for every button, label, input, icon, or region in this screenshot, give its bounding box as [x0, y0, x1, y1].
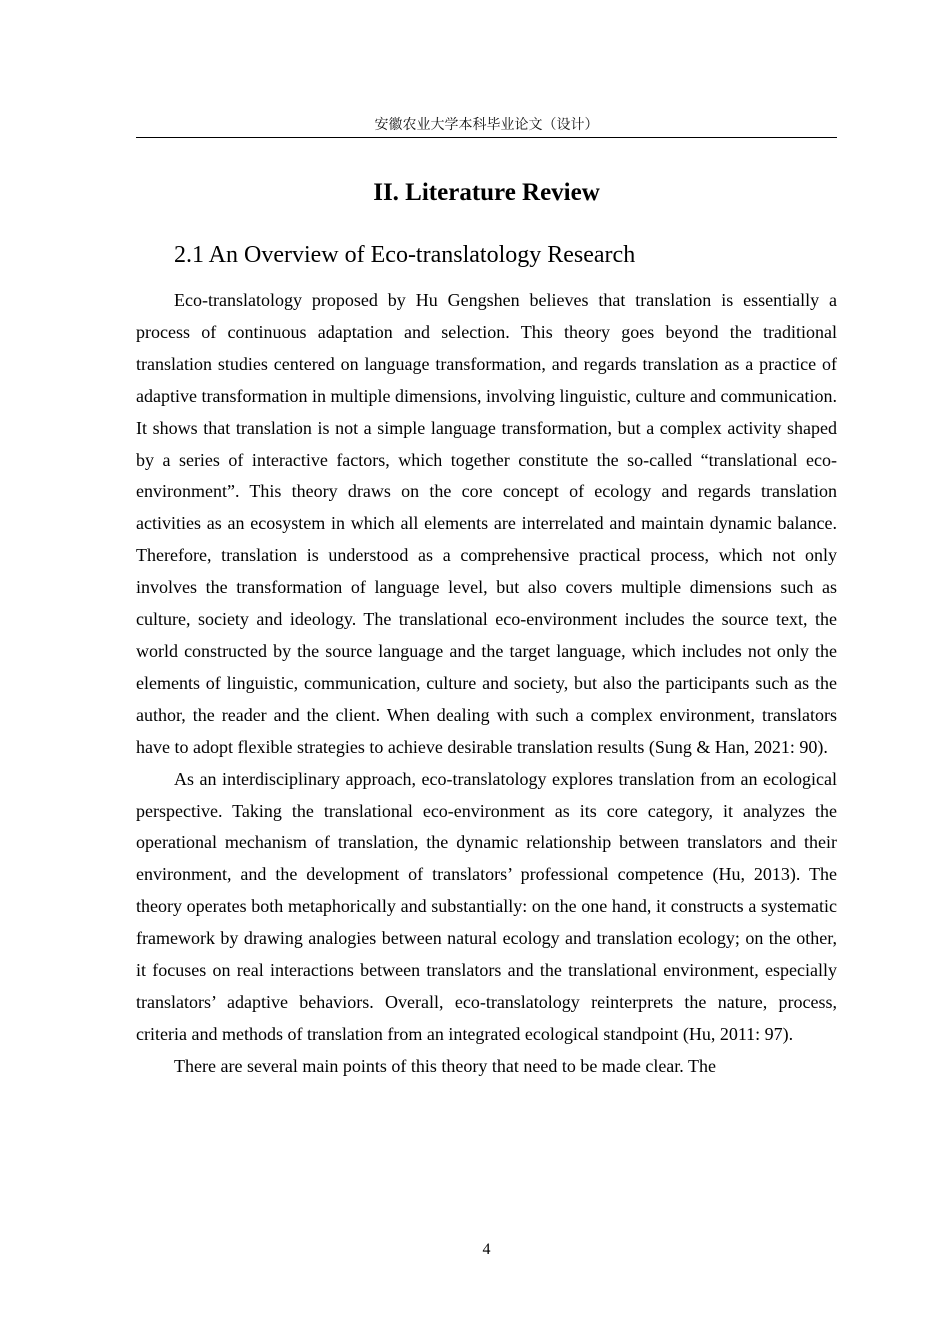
body-text: [136, 285, 837, 1083]
chapter-title: II. Literature Review: [373, 179, 600, 206]
paragraph-2: As an interdisciplinary approach, eco-translatology explores translation from an ecological perspective. Taking the translational eco-environment as its core category, it analyzes the operational mechanism of translation, the dynamic relationship between translators and their environment, and the development of translators’ professional competence (Hu, 2013). The theory operates both metaphorically and substantially: on the one hand, it constructs a systematic framework by drawing analogies between natural ecology and translation ecology; on the other, it focuses on real interactions between translators and the translational environment, especially translators’ adaptive behaviors. Overall, eco-translatology reinterprets the nature, process, criteria and methods of translation from an integrated ecological standpoint (Hu, 2011: 97).: [136, 768, 837, 1044]
page-number: 4: [482, 1241, 491, 1258]
paragraph-1: Eco-translatology proposed by Hu Gengshen believes that translation is essentially a process of continuous adaptation and selection. This theory goes beyond the traditional translation studies centered on language transformation, and regards translation as a practice of adaptive transformation in multiple dimensions, involving linguistic, culture and communication. It shows that translation is not a simple language transformation, but a complex activity shaped by a series of interactive factors, which together constitute the so-called “translational eco-environment”. This theory draws on the core concept of ecology and regards translation activities as an ecosystem in which all elements are interrelated and maintain dynamic balance. Therefore, translation is understood as a comprehensive practical process, which not only involves the transformation of language level, but also covers multiple dimensions such as culture, society and ideology. The translational eco-environment includes the source text, the world constructed by the source language and the target language, which includes not only the elements of linguistic, communication, culture and society, but also the participants such as the author, the reader and the client. When dealing with such a complex environment, translators have to adopt flexible strategies to achieve desirable translation results (Sung & Han, 2021: 90).: [136, 290, 837, 757]
running-header: 安徽农业大学本科毕业论文（设计）: [374, 117, 599, 133]
header-rule: [136, 137, 837, 138]
section-title: 2.1 An Overview of Eco-translatology Research: [174, 242, 636, 268]
paragraph-3: There are several main points of this theory that need to be made clear. The: [174, 1055, 716, 1076]
